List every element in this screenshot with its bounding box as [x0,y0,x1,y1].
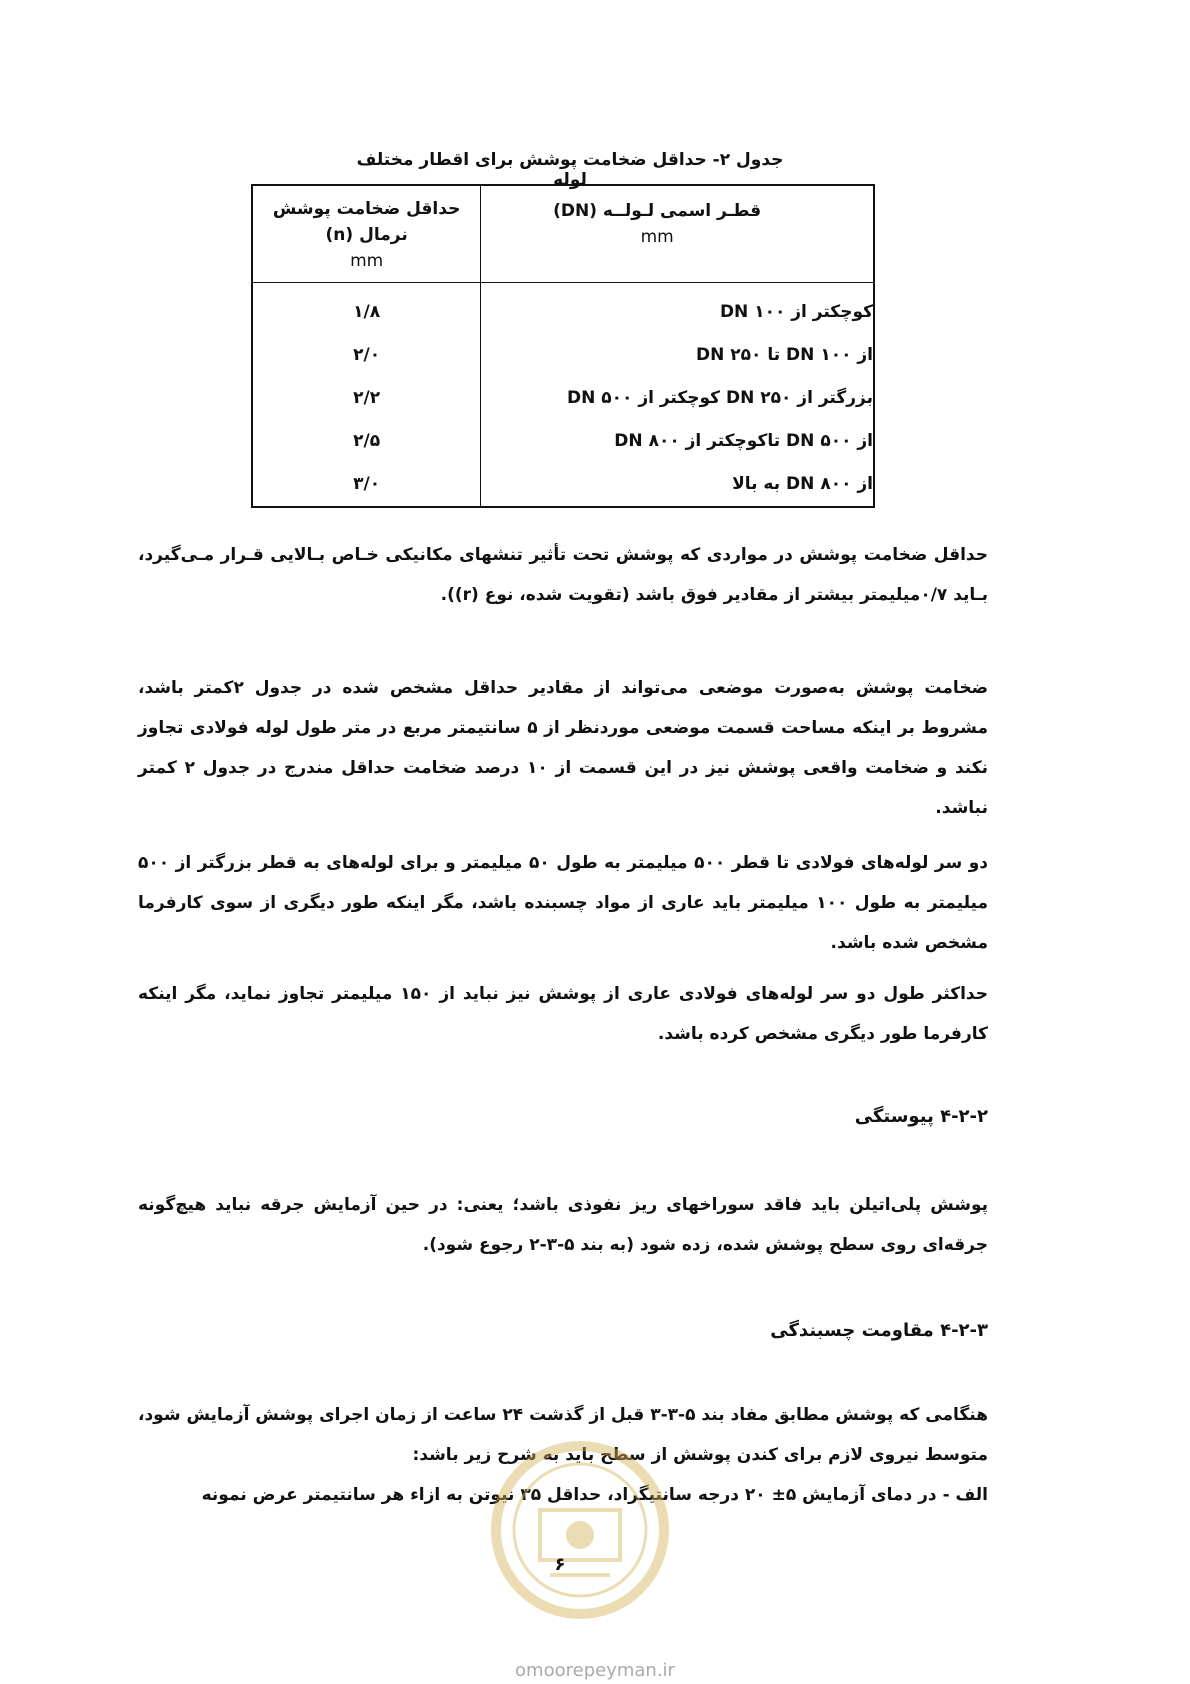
table-header-row [252,185,874,283]
table-row [252,377,874,420]
table-cell-dn: کوچکتر از ۱۰۰ DN [481,283,874,335]
watermark-url: omoorepeyman.ir [515,1660,675,1681]
paragraph-minimum-thickness: حداقل ضخامت پوشش در مواردی که پوشش تحت تأثیر تنشهای مکانیکی خـاص بـالایی قـرار مـی‌گیرد، بـاید ۰/۷میلیمتر بیشتر از مقادیر فوق باشد (تقویت شده، نوع (r)). [138,545,988,605]
page-number: ۶ [554,1554,566,1575]
section-heading-continuity: ۴-۲-۲ پیوستگی [854,1106,988,1127]
table-cell-dn: بزرگتر از ۲۵۰ DN کوچکتر از ۵۰۰ DN [481,377,874,420]
coating-thickness-table [251,184,875,508]
table-cell-dn: از ۵۰۰ DN تاکوچکتر از ۸۰۰ DN [481,420,874,463]
table-cell-thickness: ۱/۸ [252,283,481,335]
paragraph-continuity: پوشش پلی‌اتیلن باید فاقد سوراخهای ریز نفوذی باشد؛ یعنی: در حین آزمایش جرقه نباید هیچ‌گونه جرقه‌ای روی سطح پوشش شده، زده شود (به بند ۵-۳-۲ رجوع شود). [138,1195,988,1255]
header-thickness-unit: mm [350,251,384,271]
table-cell-thickness: ۳/۰ [252,463,481,507]
paragraph-max-bare-length: حداکثر طول دو سر لوله‌های فولادی عاری از پوشش نیز نباید از ۱۵۰ میلیمتر تجاوز نماید، مگر اینکه کارفرما طور دیگری مشخص کرده باشد. [138,984,988,1044]
table-caption: جدول ۲- حداقل ضخامت پوشش برای اقطار مختلف لوله [356,150,784,190]
watermark-seal-icon [490,1440,670,1620]
header-thickness-title: حداقل ضخامت پوشش [272,199,461,219]
table-cell-thickness: ۲/۰ [252,334,481,377]
paragraph-pipe-ends: دو سر لوله‌های فولادی تا قطر ۵۰۰ میلیمتر به طول ۵۰ میلیمتر و برای لوله‌های به قطر بزرگتر از ۵۰۰ میلیمتر به طول ۱۰۰ میلیمتر باید عاری از مواد چسبنده باشد، مگر اینکه طور دیگری از سوی کارفرما مشخص شده باشد. [138,853,989,953]
paragraph-adhesion: هنگامی که پوشش مطابق مفاد بند ۵-۳-۳ قبل از گذشت ۲۴ ساعت از زمان اجرای پوشش آزمایش شود، متوسط نیروی لازم برای کندن پوشش از سطح باید به شرح زیر باشد: [138,1405,988,1465]
table-row [252,283,874,335]
table-row [252,420,874,463]
section-heading-adhesion: ۴-۲-۳ مقاومت چسبندگی [770,1320,988,1341]
table-cell-dn: از ۸۰۰ DN به بالا [481,463,874,507]
header-dn-unit: mm [640,227,674,247]
table-cell-thickness: ۲/۲ [252,377,481,420]
table-row [252,334,874,377]
header-cell-thickness [252,185,481,283]
table-cell-dn: از ۱۰۰ DN تا ۲۵۰ DN [481,334,874,377]
header-dn-title: قطـر اسمی لـولــه (DN) [553,201,762,221]
header-thickness-subtitle: نرمال (n) [325,225,408,245]
table-row [252,463,874,507]
header-cell-dn [481,185,874,283]
table-cell-thickness: ۲/۵ [252,420,481,463]
paragraph-adhesion-item-a: الف - در دمای آزمایش ۵± ۲۰ درجه سانتیگراد، حداقل ۳۵ نیوتن به ازاء هر سانتیمتر عرض نمونه [201,1485,988,1505]
paragraph-local-thickness: ضخامت پوشش به‌صورت موضعی می‌تواند از مقادیر حداقل مشخص شده در جدول ۲کمتر باشد، مشروط بر اینکه مساحت قسمت موضعی موردنظر از ۵ سانتیمتر مربع در متر طول لوله فولادی تجاوز نکند و ضخامت واقعی پوشش نیز در این قسمت از ۱۰ درصد ضخامت حداقل مندرج در جدول ۲ کمتر نباشد. [138,678,988,818]
